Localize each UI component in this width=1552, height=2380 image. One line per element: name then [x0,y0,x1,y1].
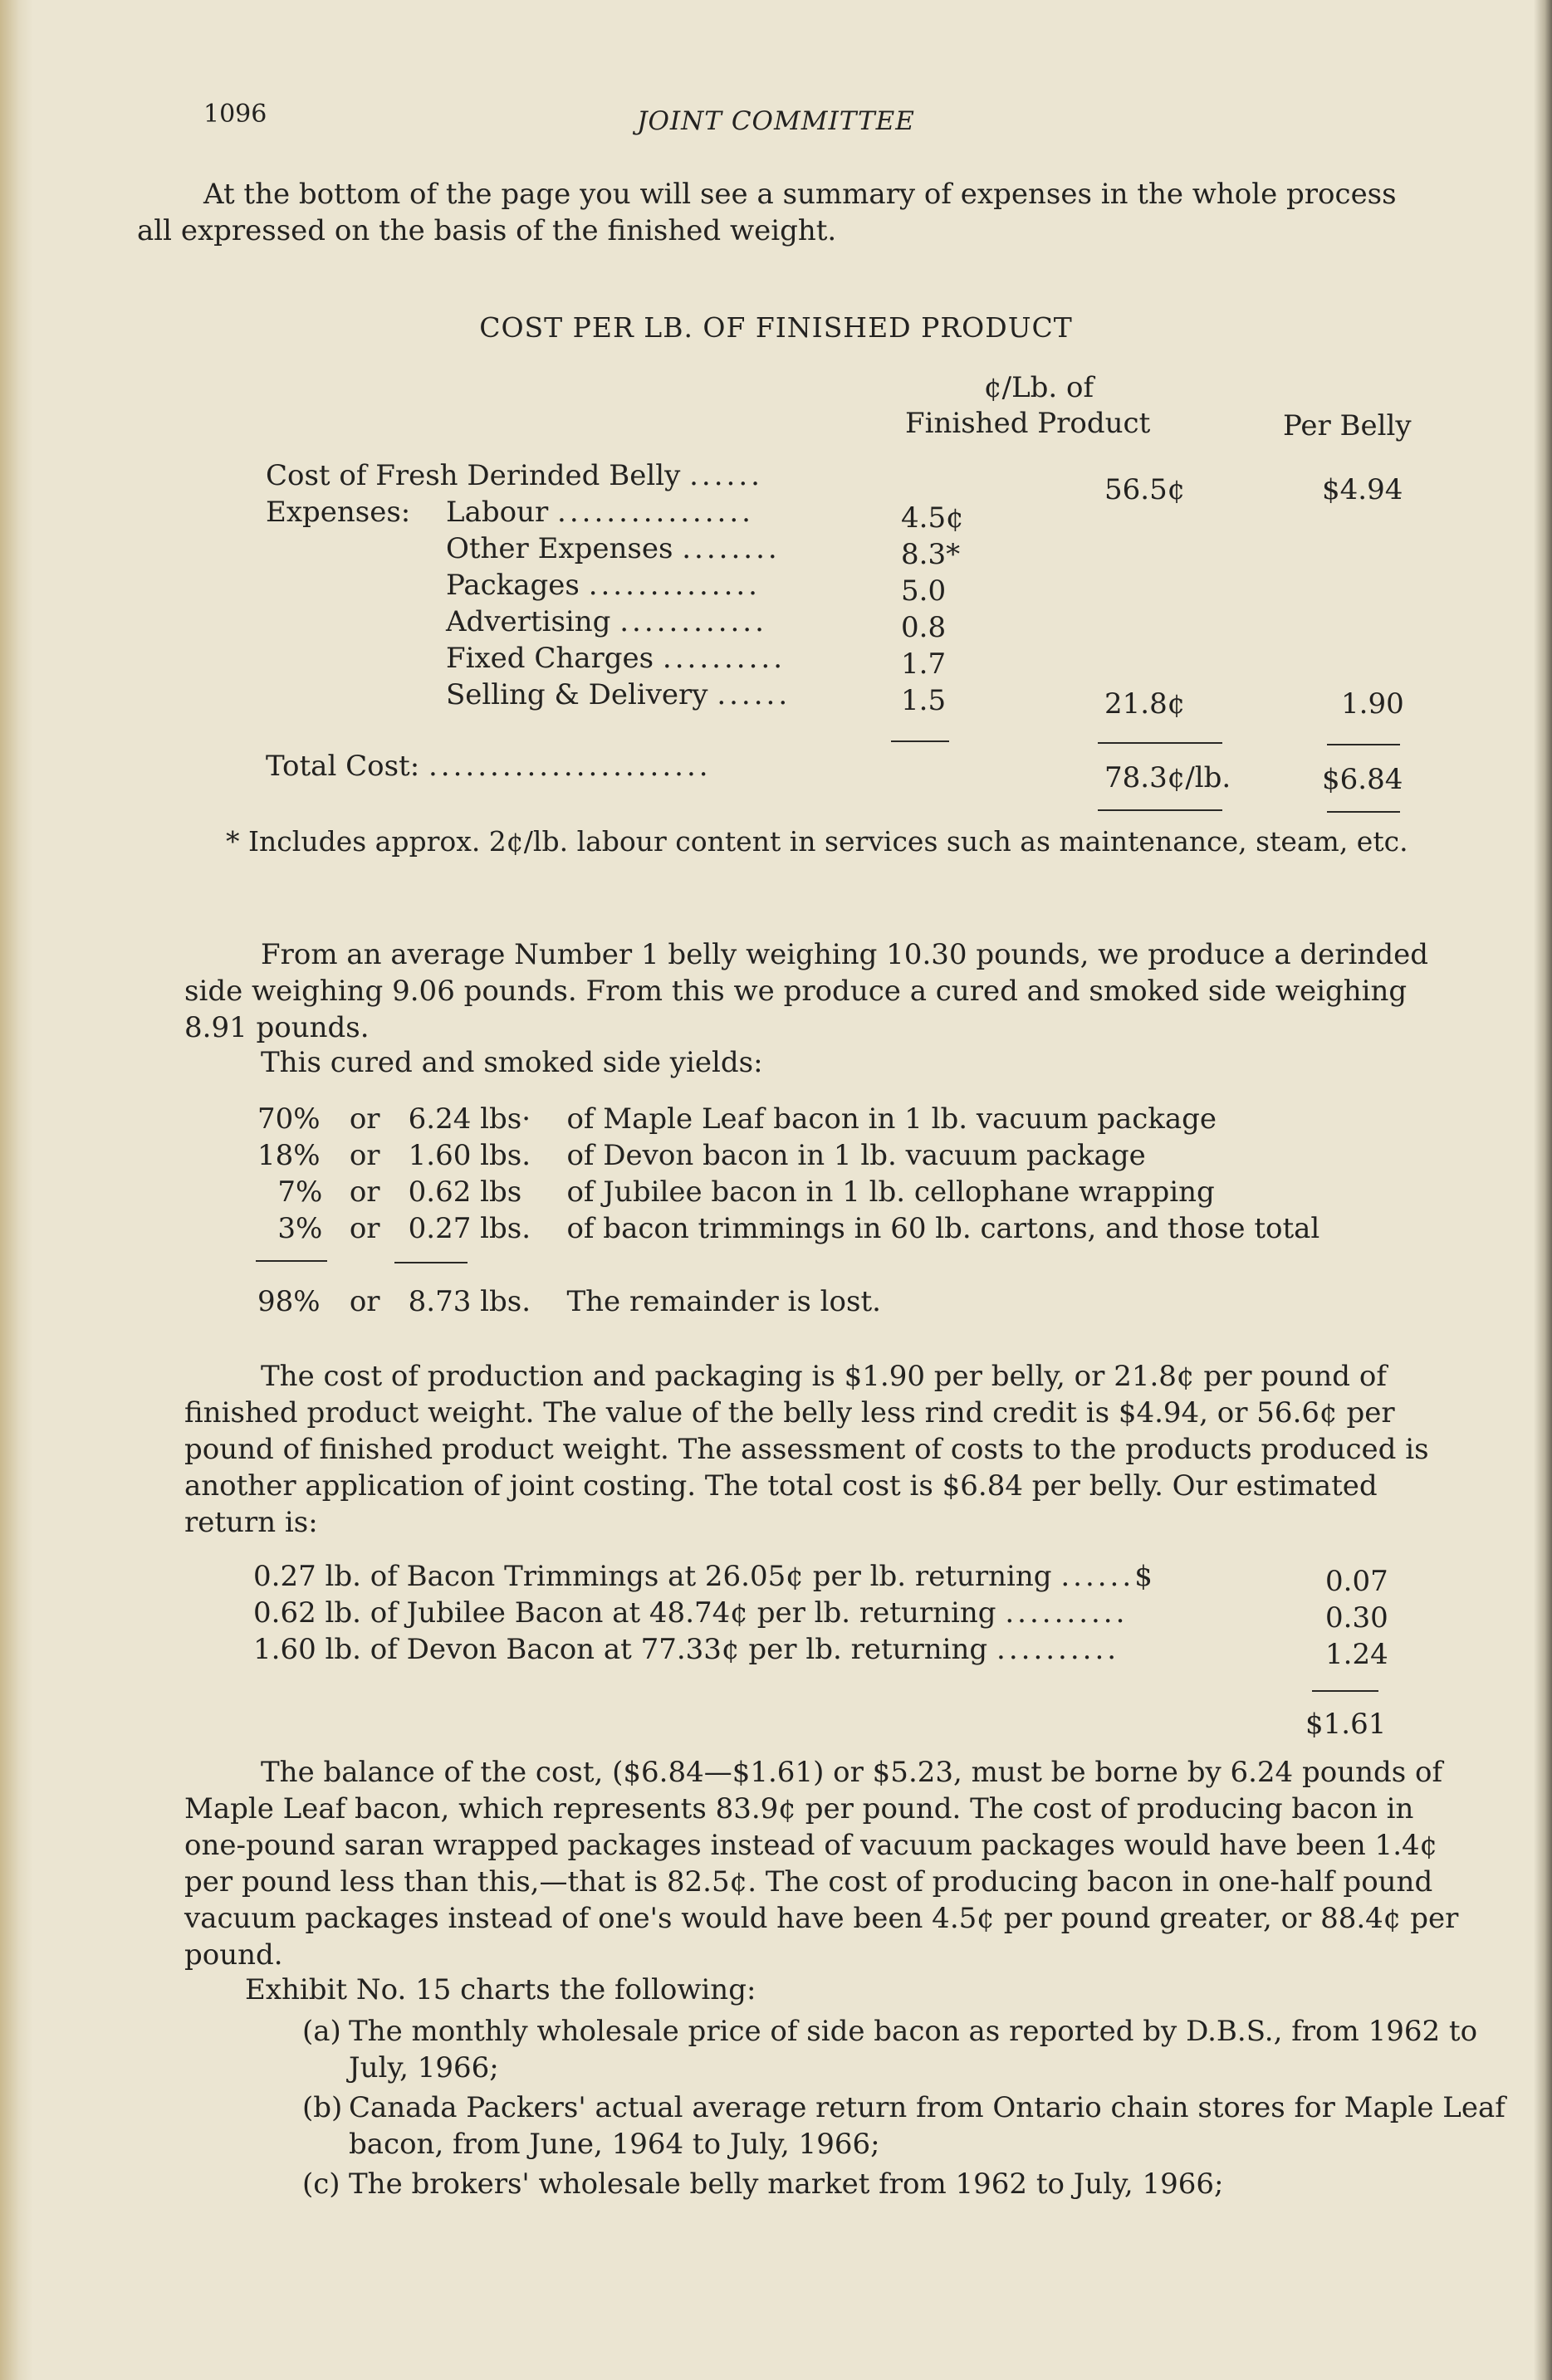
yield-or: or [349,1212,380,1245]
page-edge-right [1534,0,1552,2380]
cost-table-title: COST PER LB. OF FINISHED PRODUCT [479,311,1073,344]
total-cost-row [266,750,712,783]
returns-rule [1312,1690,1378,1692]
cost-paragraph: The cost of production and packaging is $1.90 per belly, or 21.8¢ per pound of finished product weight. The value of the belly less rind credit is $4.94, or 56.6¢ per pound of finished product weight. The assessment of costs to the products produced is another application of joint costing. The total cost is $6.84 per belly. Our estimated return is: [184,1360,1429,1539]
return-value: 1.24 [1325,1638,1388,1671]
yield-total-pounds: 8.73 lbs. [408,1285,531,1318]
return-row [253,1633,1119,1666]
yield-row [257,1139,1146,1172]
dot-leader: .......... [1005,1596,1129,1630]
expense-value-selling: 1.5 [901,684,947,717]
col-header-finished-line1: ¢/Lb. of [984,371,1094,404]
expense-row-fixed [446,642,786,675]
yield-or: or [349,1175,380,1209]
dot-leader: .......... [996,1633,1120,1666]
yield-percent [257,1175,340,1209]
yield-row [257,1102,1217,1136]
column-rule [1327,744,1400,745]
expenses-label: Expenses: [266,496,411,529]
yield-description: of Maple Leaf bacon in 1 lb. vacuum package [566,1102,1217,1136]
col-header-per-belly: Per Belly [1283,409,1412,442]
dot-leader: ...... [689,459,763,492]
yield-row [257,1212,1319,1245]
exhibit-item-mark: (c) [302,2167,340,2201]
exhibit-item-mark: (a) [302,2015,341,2048]
exhibit-item-text: The brokers' wholesale belly market from 1962 to July, 1966; [349,2167,1224,2201]
dot-leader: ...... [717,678,791,711]
total-cost-finished: 78.3¢/lb. [1104,761,1231,794]
expense-row-labour [446,496,754,529]
dot-leader: .......... [662,642,786,675]
returns-total: $1.61 [1305,1708,1387,1741]
return-row [253,1596,1128,1630]
dot-leader: ....................... [428,750,712,783]
expense-row-selling [446,678,791,711]
expense-value-packages: 5.0 [901,574,947,608]
balance-paragraph: The balance of the cost, ($6.84—$1.61) or $5.23, must be borne by 6.24 pounds of Maple Leaf bacon, which represents 83.9¢ per pound. The cost of producing bacon in one-pound saran wrapped packages instead of vacuum packages would have been 1.4¢ per pound less than this,—that is 82.5¢. The cost of producing bacon in one-half pound vacuum packages instead of one's would have been 4.5¢ per pound greater, or 88.4¢ per pound. [184,1756,1459,1972]
exhibit-item-text: The monthly wholesale price of side bacon as reported by D.B.S., from 1962 to July, 1966; [349,2015,1478,2084]
dot-leader: .............. [588,569,761,602]
exhibit-item [302,2089,1528,2163]
yield-total-or: or [349,1285,380,1318]
expense-row-advertising [446,605,767,638]
expense-row-packages [446,569,761,602]
expense-label: Advertising [446,605,611,638]
yield-percent: 70% [257,1102,321,1136]
yield-pounds: 0.62 lbs [408,1175,522,1209]
dot-leader: ........ [682,532,781,565]
yield-pounds: 0.27 lbs. [408,1212,531,1245]
expense-value-labour: 4.5¢ [901,501,964,535]
yield-description: of Devon bacon in 1 lb. vacuum package [566,1139,1146,1172]
expense-row-other [446,532,781,565]
total-cost-label: Total Cost: [266,750,420,783]
expense-label: Selling & Delivery [446,678,708,711]
exhibit-item-text: Canada Packers' actual average return from Ontario chain stores for Maple Leaf bacon, from June, 1964 to July, 1966; [349,2091,1505,2161]
expense-label: Packages [446,569,580,602]
expense-value-other: 8.3* [901,538,961,571]
dot-leader: ................ [557,496,754,529]
exhibit-item [302,2166,1528,2202]
yield-rule [394,1262,468,1263]
return-value: 0.30 [1325,1601,1388,1635]
fresh-belly-per-belly: $4.94 [1322,473,1403,506]
return-value: 0.07 [1325,1565,1388,1598]
footnote: * Includes approx. 2¢/lb. labour content in services such as maintenance, steam, etc. [226,825,1408,858]
yield-total-row [257,1285,881,1318]
column-rule [1098,742,1222,744]
yield-percent-text: 7% [277,1175,323,1209]
total-cost-per-belly: $6.84 [1322,763,1403,796]
belly-paragraph: From an average Number 1 belly weighing 10.30 pounds, we produce a derinded side weighing 9.06 pounds. From this we produce a cured and smoked side weighing 8.91 pounds. [184,938,1428,1044]
page-number: 1096 [203,100,267,129]
running-header: JOINT COMMITTEE [637,106,915,136]
yield-rule [256,1260,327,1262]
return-text: 0.62 lb. of Jubilee Bacon at 48.74¢ per lb. returning [253,1596,996,1630]
col-header-finished-line2: Finished Product [905,407,1151,440]
intro-paragraph: At the bottom of the page you will see a summary of expenses in the whole process all expressed on the basis of the finished weight. [137,178,1397,247]
yield-row [257,1175,1215,1209]
yield-total-percent: 98% [257,1285,321,1318]
exhibit-intro: Exhibit No. 15 charts the following: [245,1973,756,2006]
dot-leader: ...... [1060,1560,1135,1593]
expense-label: Other Expenses [446,532,673,565]
expense-value-advertising: 0.8 [901,611,947,644]
return-text: 1.60 lb. of Devon Bacon at 77.33¢ per lb. returning [253,1633,988,1666]
yield-description: of Jubilee bacon in 1 lb. cellophane wrapping [566,1175,1215,1209]
yield-total-description: The remainder is lost. [566,1285,881,1318]
return-row [253,1560,1153,1593]
column-rule [1327,811,1400,813]
yield-pounds: 6.24 lbs· [408,1102,531,1136]
exhibit-item [302,2013,1528,2086]
yield-intro: This cured and smoked side yields: [261,1046,763,1079]
return-currency: $ [1134,1560,1153,1593]
page-edge-left [0,0,33,2380]
yield-percent: 18% [257,1139,321,1172]
yield-or: or [349,1102,380,1136]
column-rule [891,740,949,742]
return-text: 0.27 lb. of Bacon Trimmings at 26.05¢ per lb. returning [253,1560,1052,1593]
yield-percent [257,1212,340,1245]
fresh-belly-label: Cost of Fresh Derinded Belly [266,459,681,492]
expenses-total-finished: 21.8¢ [1104,687,1186,721]
expense-value-fixed: 1.7 [901,648,947,681]
dot-leader: ............ [619,605,767,638]
yield-pounds: 1.60 lbs. [408,1139,531,1172]
expense-label: Fixed Charges [446,642,654,675]
fresh-belly-row [266,459,763,492]
expense-label: Labour [446,496,549,529]
expenses-total-per-belly: 1.90 [1341,687,1404,721]
yield-description: of bacon trimmings in 60 lb. cartons, and those total [566,1212,1320,1245]
fresh-belly-finished: 56.5¢ [1104,473,1186,506]
column-rule [1098,809,1222,811]
yield-percent-text: 3% [277,1212,323,1245]
yield-or: or [349,1139,380,1172]
exhibit-item-mark: (b) [302,2091,343,2124]
